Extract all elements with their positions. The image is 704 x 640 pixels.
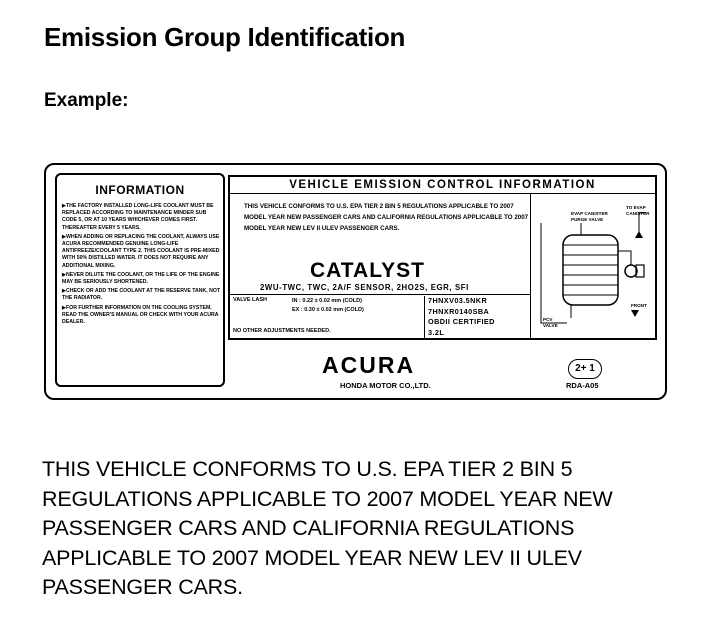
catalyst-systems: 2WU-TWC, TWC, 2A/F SENSOR, 2HO2S, EGR, SFI <box>260 283 469 292</box>
engine-code: 7HNXV03.5NKR <box>428 296 488 305</box>
valve-lash-label: VALVE LASH <box>233 297 268 303</box>
page-title: Emission Group Identification <box>44 22 406 52</box>
info-paragraph: ▶FOR FURTHER INFORMATION ON THE COOLING SYSTEM, READ THE OWNER'S MANUAL OR CHECK WITH YOUR ACURA DEALER. <box>62 304 219 326</box>
label-code: RDA-A05 <box>566 381 599 390</box>
valve-intake: IN : 0.22 ± 0.02 mm (COLD) <box>292 298 362 304</box>
engine-codes <box>424 296 528 340</box>
information-heading: INFORMATION <box>95 183 185 197</box>
front-label: FRONT <box>631 303 647 308</box>
engine-code: 7HNXR0140SBA <box>428 306 490 316</box>
pcv-label: PCV VALVE <box>543 317 558 328</box>
information-panel <box>55 173 225 387</box>
engine-code: OBDII CERTIFIED <box>428 317 495 326</box>
conformity-example-text: THIS VEHICLE CONFORMS TO U.S. EPA TIER 2 BIN 5 REGULATIONS APPLICABLE TO 2007 MODEL YEAR NEW PASSENGER CARS AND CALIFORNIA REGULATIONS APPLICABLE TO 2007 MODEL YEAR NEW LEV II ULEV PASSENGER CARS. <box>42 457 613 599</box>
example-heading: Example: <box>44 90 129 111</box>
engine-code: 3.2L <box>428 327 445 337</box>
info-paragraph: ▶NEVER DILUTE THE COOLANT, OR THE LIFE OF THE ENGINE MAY BE SERIOUSLY SHORTENED. <box>62 271 220 286</box>
emission-control-panel <box>228 175 657 340</box>
information-text <box>62 203 222 328</box>
valve-lash-values <box>292 297 364 314</box>
brand-logo: ACURA <box>322 352 416 378</box>
conformity-statement: THIS VEHICLE CONFORMS TO U.S. EPA TIER 2 BIN 5 REGULATIONS APPLICABLE TO 2007 MODEL YEAR NEW PASSENGER CARS AND CALIFORNIA REGULATIONS APPLICABLE TO 2007 MODEL YEAR NEW LEV II ULEV PASSENGER CARS. <box>244 203 529 232</box>
divider <box>230 294 530 295</box>
to-evap-label: TO EVAP CANISTER <box>626 205 650 216</box>
valve-exhaust: EX : 0.30 ± 0.02 mm (COLD) <box>292 306 364 313</box>
evap-purge-label: EVAP CANISTER PURGE VALVE <box>571 211 608 222</box>
catalyst-title: CATALYST <box>310 259 425 282</box>
manufacturer: HONDA MOTOR CO.,LTD. <box>340 381 431 390</box>
info-paragraph: ▶THE FACTORY INSTALLED LONG-LIFE COOLANT MUST BE REPLACED ACCORDING TO MAINTENANCE MINDER SUB CODE 5, OR AT 10 YEARS WHICHEVER COMES FIRST. THEREAFTER EVERY 5 YEARS. <box>62 203 214 231</box>
adjustments-note: NO OTHER ADJUSTMENTS NEEDED. <box>233 328 331 334</box>
info-paragraph: ▶CHECK OR ADD THE COOLANT AT THE RESERVE TANK, NOT THE RADIATOR. <box>62 288 221 302</box>
info-paragraph: ▶WHEN ADDING OR REPLACING THE COOLANT, ALWAYS USE ACURA RECOMMENDED GENUINE LONG-LIFE ANTIFREEZE/COOLANT TYPE 2. THIS COOLANT IS PRE-MIXED WITH 50% DISTILLED WATER. IT DOES NOT REQUIRE ANY ADDITIONAL MIXING. <box>62 233 220 269</box>
vacuum-hose-diagram <box>530 193 658 340</box>
emission-control-heading: VEHICLE EMISSION CONTROL INFORMATION <box>230 177 655 194</box>
emission-badge: 2+ 1 <box>568 359 602 379</box>
